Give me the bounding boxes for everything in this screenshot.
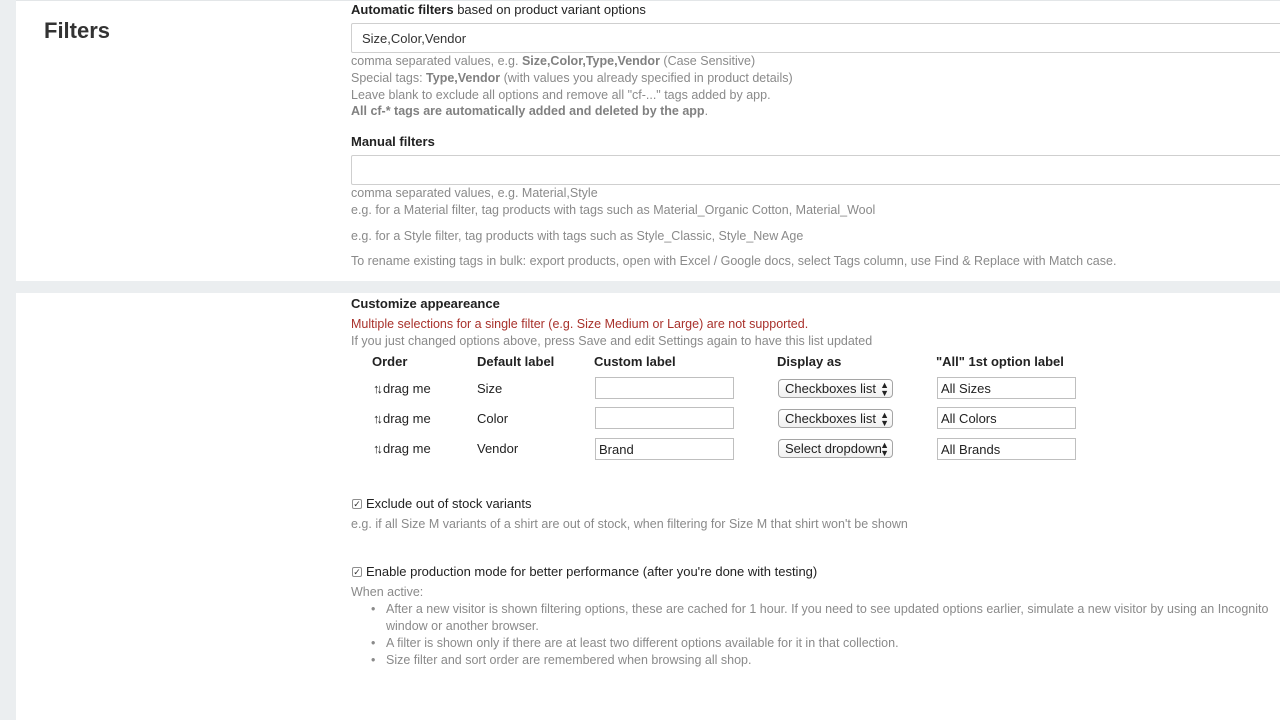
list-item: • After a new visitor is shown filtering options, these are cached for 1 hour. If you need to see updated options earlier, simulate a new visitor by using an Incognito: [370, 601, 1268, 618]
drag-label: drag me: [383, 411, 431, 426]
production-mode-label: Enable production mode for better performance (after you're done with testing): [366, 564, 818, 579]
manual-filters-label: Manual filters: [351, 134, 435, 149]
production-mode-checkbox[interactable]: [352, 567, 362, 577]
multiple-selection-warning: Multiple selections for a single filter (e.g. Size Medium or Large) are not supported.: [351, 317, 809, 331]
all-label-input-color[interactable]: [937, 407, 1076, 429]
appearance-panel: [16, 293, 1280, 720]
automatic-filters-input[interactable]: [351, 23, 1280, 53]
update-note: If you just changed options above, press Save and edit Settings again to have this list updated: [351, 334, 873, 348]
all-label-input-size[interactable]: [937, 377, 1076, 399]
drag-handle-icon: ↑↓: [373, 411, 380, 426]
filters-panel: [16, 0, 1280, 281]
drag-handle-icon: ↑↓: [373, 441, 380, 456]
display-as-select-size[interactable]: [778, 379, 893, 398]
automatic-filters-help-2: Special tags: Type,Vendor (with values you already specified in product details): [351, 71, 793, 85]
automatic-filters-help-4: All cf-* tags are automatically added and deleted by the app.: [351, 104, 709, 118]
custom-label-input-size[interactable]: [595, 377, 734, 399]
list-item-continuation: window or another browser.: [386, 619, 539, 633]
manual-filters-help-1: comma separated values, e.g. Material,Style: [351, 186, 598, 200]
list-item: • Size filter and sort order are remembered when browsing all shop.: [370, 652, 1268, 669]
production-mode-notes: [370, 601, 1268, 669]
display-as-select-vendor[interactable]: [778, 439, 893, 458]
custom-label-input-vendor[interactable]: [595, 438, 734, 460]
drag-label: drag me: [383, 381, 431, 396]
header-order: Order: [372, 354, 408, 369]
display-as-value: Select dropdown: [785, 441, 882, 456]
exclude-out-of-stock-help: e.g. if all Size M variants of a shirt are out of stock, when filtering for Size M that shirt won't be shown: [351, 517, 908, 531]
all-label-input-vendor[interactable]: [937, 438, 1076, 460]
up-down-arrows-icon: ▲ ▼: [880, 440, 889, 458]
exclude-out-of-stock-label: Exclude out of stock variants: [366, 496, 532, 511]
automatic-filters-label: [351, 2, 646, 17]
customize-title: Customize appeareance: [351, 296, 500, 311]
drag-label: drag me: [383, 441, 431, 456]
up-down-arrows-icon: ▲ ▼: [880, 410, 889, 428]
header-default-label: Default label: [477, 354, 555, 369]
section-title: Filters: [44, 18, 111, 43]
automatic-filters-help-3: Leave blank to exclude all options and remove all "cf-..." tags added by app.: [351, 88, 771, 102]
header-custom-label: Custom label: [594, 354, 676, 369]
manual-filters-input[interactable]: [351, 155, 1280, 185]
automatic-filters-label-bold: Automatic filters: [351, 2, 454, 17]
manual-filters-help-4: To rename existing tags in bulk: export products, open with Excel / Google docs, select Tags column, use Find & Replace with Match case.: [351, 254, 1117, 268]
default-label-vendor: Vendor: [477, 441, 519, 456]
manual-filters-help-2: e.g. for a Material filter, tag products with tags such as Material_Organic Cotton, Material_Wool: [351, 203, 876, 217]
default-label-size: Size: [477, 381, 503, 396]
display-as-value: Checkboxes list: [785, 411, 877, 426]
checkmark-icon: ✓: [353, 499, 361, 509]
drag-handle-vendor[interactable]: [373, 441, 431, 456]
drag-handle-color[interactable]: [373, 411, 431, 426]
manual-filters-help-3: e.g. for a Style filter, tag products with tags such as Style_Classic, Style_New Age: [351, 229, 804, 243]
drag-handle-size[interactable]: [373, 381, 431, 396]
list-item: • A filter is shown only if there are at least two different options available for it in that collection.: [370, 635, 1268, 652]
display-as-select-color[interactable]: [778, 409, 893, 428]
exclude-out-of-stock-checkbox[interactable]: [352, 499, 362, 509]
automatic-filters-label-rest: based on product variant options: [453, 2, 646, 17]
when-active-label: When active:: [351, 585, 424, 599]
drag-handle-icon: ↑↓: [373, 381, 380, 396]
automatic-filters-help-1: comma separated values, e.g. Size,Color,Type,Vendor (Case Sensitive): [351, 54, 756, 68]
header-display-as: Display as: [777, 354, 842, 369]
header-all-label: "All" 1st option label: [936, 354, 1064, 369]
up-down-arrows-icon: ▲ ▼: [880, 380, 889, 398]
display-as-value: Checkboxes list: [785, 381, 877, 396]
checkmark-icon: ✓: [353, 567, 361, 577]
default-label-color: Color: [477, 411, 509, 426]
custom-label-input-color[interactable]: [595, 407, 734, 429]
